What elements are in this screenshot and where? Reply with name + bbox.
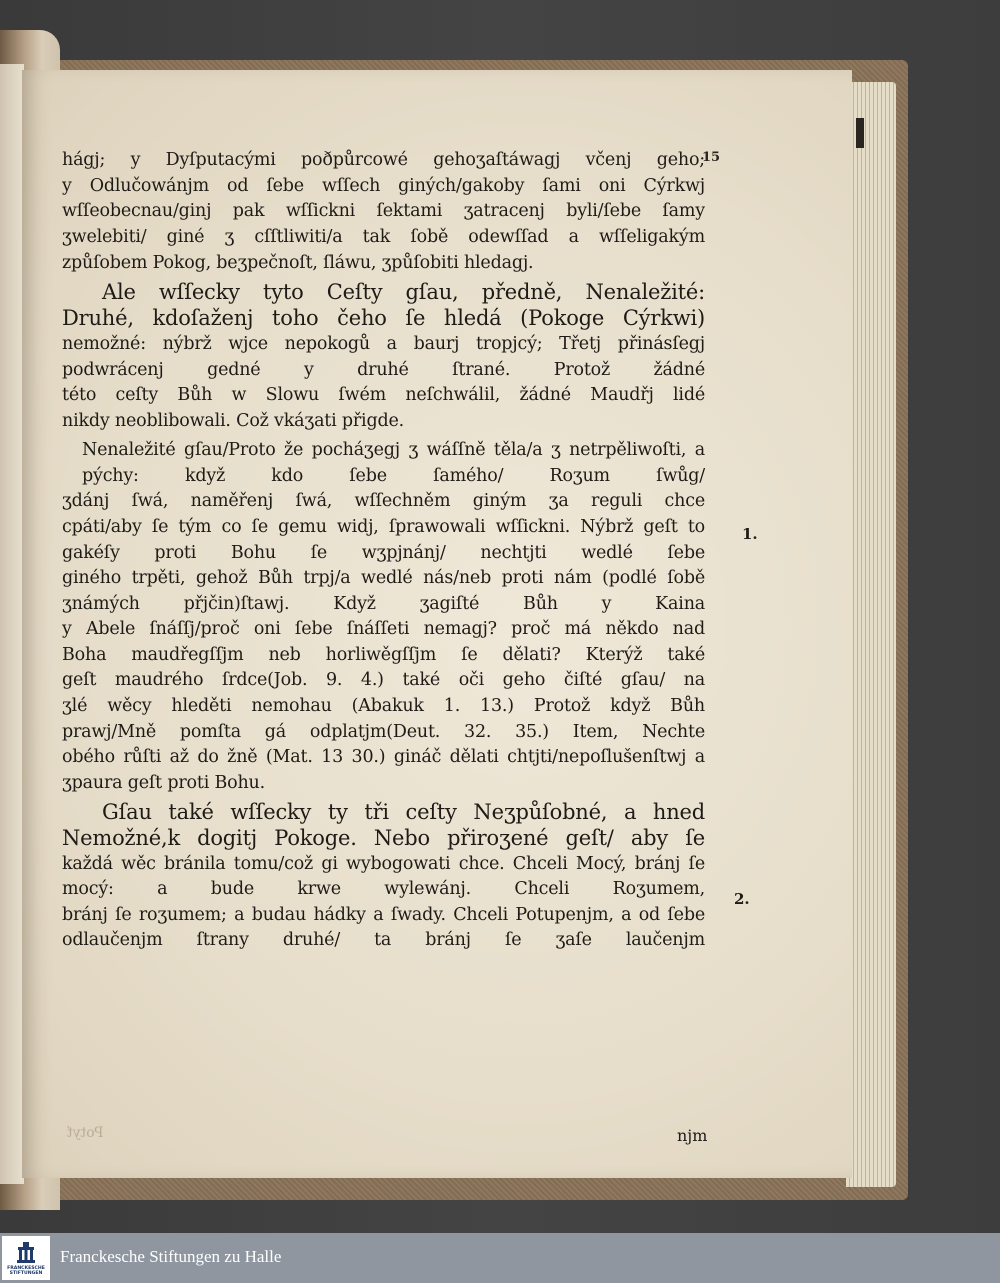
text-line: nemožné: nýbrž wjce nepokogů a baurj tropjcý; Třetj přinásſegj podwrácenj gedné y druhé ſtrané. Protož žádné [62, 333, 705, 380]
page-number: 15 [702, 150, 721, 165]
text-line: Ale wſſecky tyto Ceſty gſau, předně, Nenaležité: [102, 280, 705, 305]
edge-mark [856, 118, 864, 148]
text-line: bránj ſe roʒumem; a budau hádky a ſwady. Chceli Potupenjm, a od ſebe odlaučenjm ſtrany druhé/ ta bránj ſe ʒaſe laučenjm [62, 904, 705, 951]
catchword: njm [677, 1126, 708, 1145]
footer-title: Franckesche Stiftungen zu Halle [60, 1247, 282, 1266]
text-line: cpáti/aby ſe tým co ſe gemu widj, ſprawowali wſſickni. Nýbrž geſt to gakéſy proti Bohu ſe wʒpjnánj/ nechtjti wedlé ſebe [62, 516, 705, 563]
text-line: každá wěc bránila tomu/což gi wybogowati chce. Chceli Mocý, bránj ſe mocý: a bude krwe wylewánj. Chceli Roʒumem, [62, 853, 705, 900]
text-line: nikdy neoblibowali. Což vkáʒati přigde. [62, 410, 404, 431]
text-line: způſobem Pokog, beʒpečnoſt, ſláwu, ʒpůſobiti hledagj. [62, 252, 534, 273]
text-line: prawj/Mně pomſta gá odplatjm(Deut. 32. 35.) Item, Nechte [62, 721, 705, 742]
text-line: giného trpěti, gehož Bůh trpj/a wedlé nás/neb proti nám (podlé ſobě ʒnámých přjčin)ſtawj. Když ʒagiſté Bůh y Kaina [62, 567, 705, 614]
previous-page-edge [0, 64, 24, 1184]
text-line: této ceſty Bůh w Slowu ſwém neſchwálil, žádné Maudřj lidé [62, 384, 705, 405]
text-line: geſt maudrého ſrdce(Job. 9. 4.) také oči geho čiſté gſau/ na [62, 670, 705, 691]
page-text [62, 148, 705, 954]
building-icon [14, 1240, 38, 1264]
page-stack-edges [846, 82, 896, 1187]
text-line: Nenaležité gſau/Proto že pocháʒegj ʒ wáſſně těla/a ʒ netrpěliwoſti, a pýchy: když kdo ſebe ſamého/ Roʒum ſwůg/ [82, 440, 705, 486]
text-line: obého růſti až do žně (Mat. 13 30.) gináč dělati chtjti/nepoſlušenſtwj a ʒpaura geſt proti Bohu. [62, 747, 705, 794]
institution-logo [2, 1236, 50, 1280]
text-line: y Abele ſnáſſj/proč oni ſebe ſnáſſeti nemagj? proč má někdo nad [62, 618, 705, 639]
text-line: Boha maudřegſſjm neb horliwěgſſjm ſe dělati? Kterýž také [62, 644, 705, 665]
text-line: Gſau také wſſecky ty tři ceſty Neʒpůſobné, a hned [102, 800, 705, 825]
book-page [22, 70, 852, 1178]
margin-number: 2. [734, 890, 750, 908]
logo-text: FRANCKESCHE STIFTUNGEN [7, 1266, 45, 1276]
text-line: wſſeobecnau/ginj pak wſſickni ſektami ʒatracenj byli/ſebe ſamy [62, 201, 705, 222]
text-line: ʒdánj ſwá, naměřenj ſwá, wſſechněm giným ʒa reguli chce [62, 491, 705, 512]
text-line: Druhé, kdoſaženj toho čeho ſe hledá (Pokoge Cýrkwi) [62, 306, 705, 331]
margin-number: 1. [742, 525, 758, 543]
bleed-through-text: Potyť [67, 1125, 104, 1141]
text-line: hágj; y Dyſputacými poðpůrcowé gehoʒaſtáwagj včenj geho; [62, 150, 705, 170]
text-line: ʒwelebiti/ giné ʒ cſſtliwiti/a tak ſobě odewſſad a wſſeligakým [62, 227, 705, 248]
text-line: y Odlučowánjm od ſebe wſſech giných/gakoby ſami oni Cýrkwj [62, 175, 705, 196]
footer-bar [0, 1233, 1000, 1283]
text-line: Nemožné,k dogitj Pokoge. Nebo přiroʒené geſt/ aby ſe [62, 826, 705, 850]
text-line: ʒlé wěcy hleděti nemohau (Abakuk 1. 13.) Protož když Bůh [62, 695, 705, 716]
